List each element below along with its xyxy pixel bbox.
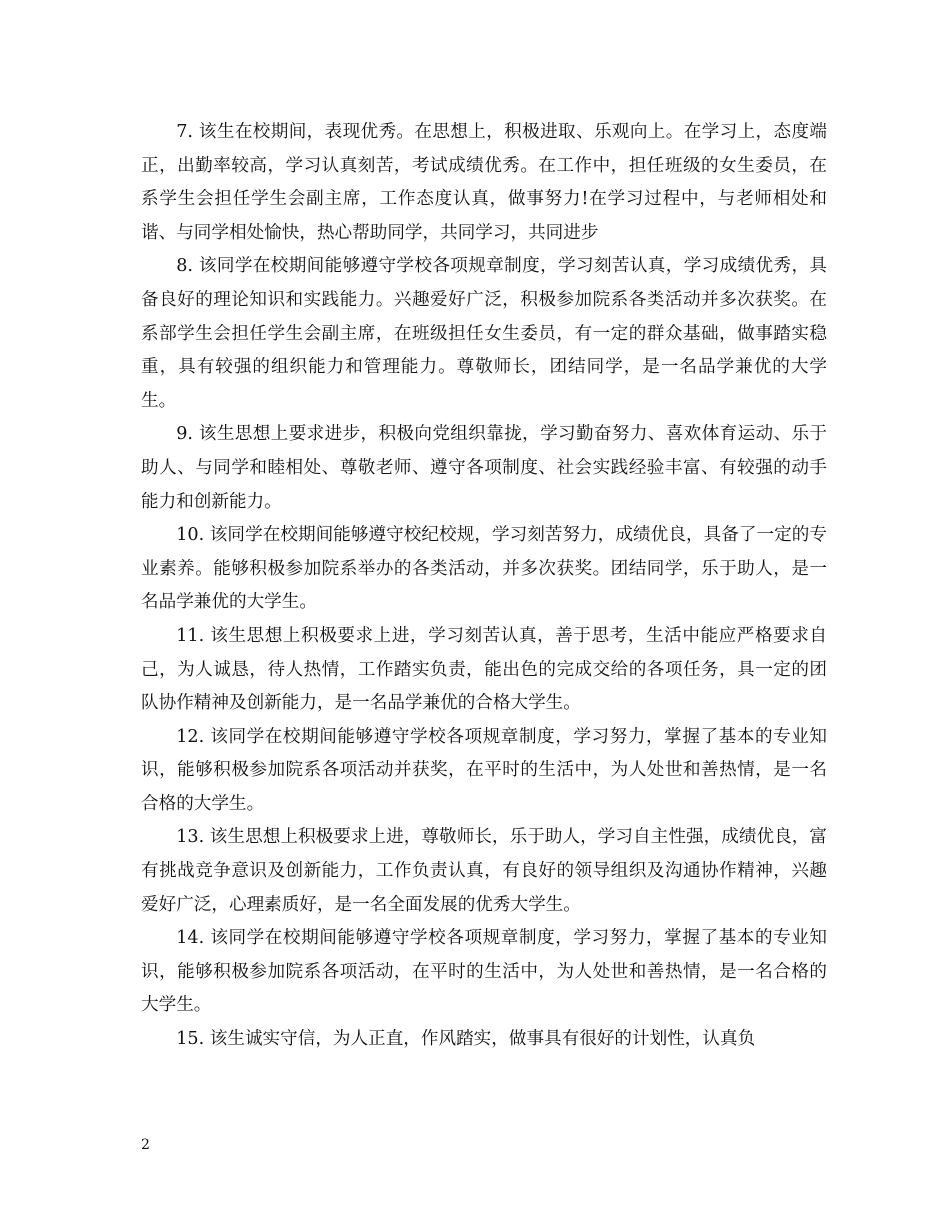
- paragraph-7: 7. 该生在校期间，表现优秀。在思想上，积极进取、乐观向上。在学习上，态度端正，出勤率较高，学习认真刻苦，考试成绩优秀。在工作中，担任班级的女生委员，在系学生会担任学生会副主席，工作态度认真，做事努力!在学习过程中，与老师相处和谐、与同学相处愉快，热心帮助同学，共同学习，共同进步: [141, 122, 827, 243]
- paragraph-9: 9. 该生思想上要求进步，积极向党组织靠拢，学习勤奋努力、喜欢体育运动、乐于助人、与同学和睦相处、尊敬老师、遵守各项制度、社会实践经验丰富、有较强的动手能力和创新能力。: [141, 424, 827, 512]
- page-number: 2: [141, 1137, 150, 1153]
- paragraph-15: 15. 该生诚实守信，为人正直，作风踏实，做事具有很好的计划性，认真负: [176, 1029, 756, 1050]
- paragraph-12: 12. 该同学在校期间能够遵守学校各项规章制度，学习努力，掌握了基本的专业知识，能够积极参加院系各项活动并获奖，在平时的生活中，为人处世和善热情，是一名合格的大学生。: [141, 726, 827, 814]
- paragraph-10: 10. 该同学在校期间能够遵守校纪校规，学习刻苦努力，成绩优良，具备了一定的专业素养。能够积极参加院系举办的各类活动，并多次获奖。团结同学，乐于助人，是一名品学兼优的大学生。: [141, 525, 827, 613]
- paragraph-14: 14. 该同学在校期间能够遵守学校各项规章制度，学习努力，掌握了基本的专业知识，能够积极参加院系各项活动，在平时的生活中，为人处世和善热情，是一名合格的大学生。: [141, 928, 827, 1016]
- paragraph-11: 11. 该生思想上积极要求上进，学习刻苦认真，善于思考，生活中能应严格要求自己，为人诚恳，待人热情，工作踏实负责，能出色的完成交给的各项任务，具一定的团队协作精神及创新能力，是一名品学兼优的合格大学生。: [141, 625, 827, 714]
- paragraph-13: 13. 该生思想上积极要求上进，尊敬师长，乐于助人，学习自主性强，成绩优良，富有挑战竞争意识及创新能力，工作负责认真，有良好的领导组织及沟通协作精神，兴趣爱好广泛，心理素质好，是一名全面发展的优秀大学生。: [141, 827, 827, 915]
- paragraph-8: 8. 该同学在校期间能够遵守学校各项规章制度，学习刻苦认真，学习成绩优秀，具备良好的理论知识和实践能力。兴趣爱好广泛，积极参加院系各类活动并多次获奖。在系部学生会担任学生会副主席，在班级担任女生委员，有一定的群众基础，做事踏实稳重，具有较强的组织能力和管理能力。尊敬师长，团结同学，是一名品学兼优的大学生。: [141, 256, 827, 411]
- document-body: [141, 116, 827, 1057]
